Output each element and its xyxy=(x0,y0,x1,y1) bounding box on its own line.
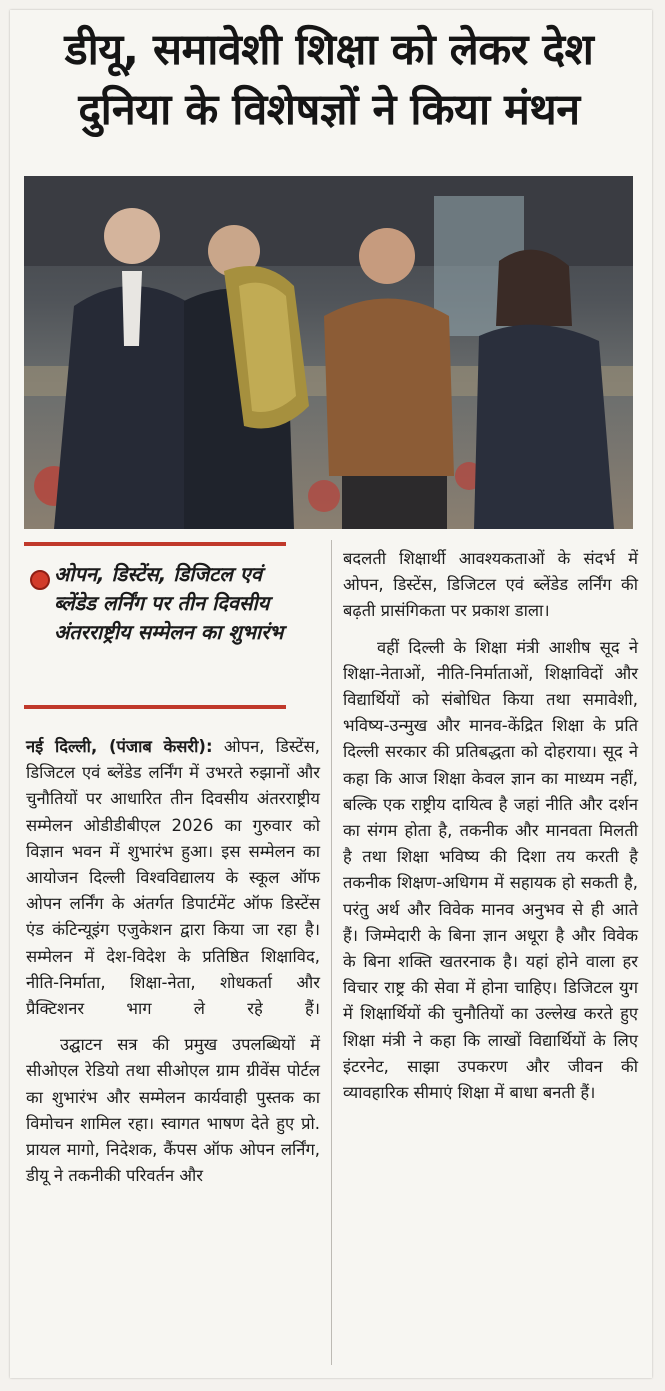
headline-line-1: डीयू, समावेशी शिक्षा को लेकर देश xyxy=(64,25,594,75)
paragraph-2-continued: बदलती शिक्षार्थी आवश्यकताओं के संदर्भ में ओपन, डिस्टेंस, डिजिटल एवं ब्लेंडेड लर्निंग की बढ़ती प्रासंगिकता पर प्रकाश डाला। xyxy=(343,549,638,621)
paragraph-1-text: ओपन, डिस्टेंस, डिजिटल एवं ब्लेंडेड लर्निंग में उभरते रुझानों और चुनौतियों पर आधारित तीन दिवसीय अंतरराष्ट्रीय सम्मेलन ओडीडीबीएल 2026 का गुरुवार को विज्ञान भवन में शुभारंभ हुआ। इस सम्मेलन का आयोजन दिल्ली विश्वविद्यालय के स्कूल ऑफ ओपन लर्निंग के अंतर्गत डिपार्टमेंट ऑफ डिस्टेंस एंड कंटिन्यूइंग एजुकेशन द्वारा किया जा रहा है। सम्मेलन में देश-विदेश के प्रतिष्ठित शिक्षाविद, नीति-निर्माता, शिक्षा-नेता, शोधकर्ता और प्रैक्टिशनर भाग ले रहे हैं। xyxy=(26,737,320,1019)
headline-line-2: दुनिया के विशेषज्ञों ने किया मंथन xyxy=(78,85,580,135)
article-photo xyxy=(24,176,633,529)
paragraph-3: वहीं दिल्ली के शिक्षा मंत्री आशीष सूद ने शिक्षा-नेताओं, नीति-निर्माताओं, शिक्षाविदों और विद्यार्थियों को संबोधित किया तथा समावेशी, भविष्य-उन्मुख और मानव-केंद्रित शिक्षा के प्रति दिल्ली सरकार की प्रतिबद्धता को दोहराया। सूद ने कहा कि आज शिक्षा केवल ज्ञान का माध्यम नहीं, बल्कि एक राष्ट्रीय दायित्व है जहां नीति और दर्शन का संगम होता है, तकनीक और मानवता मिलती है तथा शिक्षा भविष्य की दिशा तय करती है तकनीक शिक्षण-अधिगम में सहायक हो सकती है, परंतु अर्थ और विवेक मानव अनुभव से ही आते हैं। जिम्मेदारी के बिना ज्ञान अधूरा है और विवेक के बिना शक्ति खतरनाक है। यहां होने वाला हर विचार राष्ट्र की सेवा में होना चाहिए। डिजिटल युग में शिक्षार्थियों की चुनौतियों का उल्लेख करते हुए शिक्षा मंत्री ने कहा कि लाखों विद्यार्थियों के लिए इंटरनेट, साझा उपकरण और जीवन की व्यावहारिक सीमाएं शिक्षा में बाधा बनती हैं। xyxy=(343,637,638,1103)
right-column xyxy=(343,546,638,1106)
dateline: नई दिल्ली, (पंजाब केसरी): xyxy=(26,737,213,756)
bullet-dot-icon xyxy=(30,570,50,590)
subhead-bottom-rule xyxy=(24,705,286,709)
headline xyxy=(14,20,644,140)
column-divider xyxy=(331,540,332,1365)
paragraph-2: उद्घाटन सत्र की प्रमुख उपलब्धियों में सीओएल रेडियो तथा सीओएल ग्राम ग्रीवेंस पोर्टल का शुभारंभ और सम्मेलन कार्यवाही पुस्तक का विमोचन शामिल रहा। स्वागत भाषण देते हुए प्रो. प्रायल मागो, निदेशक, कैंपस ऑफ ओपन लर्निंग, डीयू ने तकनीकी परिवर्तन और xyxy=(26,1035,320,1186)
paragraph-1 xyxy=(26,734,320,1022)
left-column xyxy=(26,734,320,1189)
award-ceremony-photo xyxy=(24,176,633,529)
subhead-top-rule xyxy=(24,542,286,546)
subheadline: ओपन, डिस्टेंस, डिजिटल एवं ब्लेंडेड लर्निंग पर तीन दिवसीय अंतरराष्ट्रीय सम्मेलन का शुभारंभ xyxy=(54,562,284,644)
